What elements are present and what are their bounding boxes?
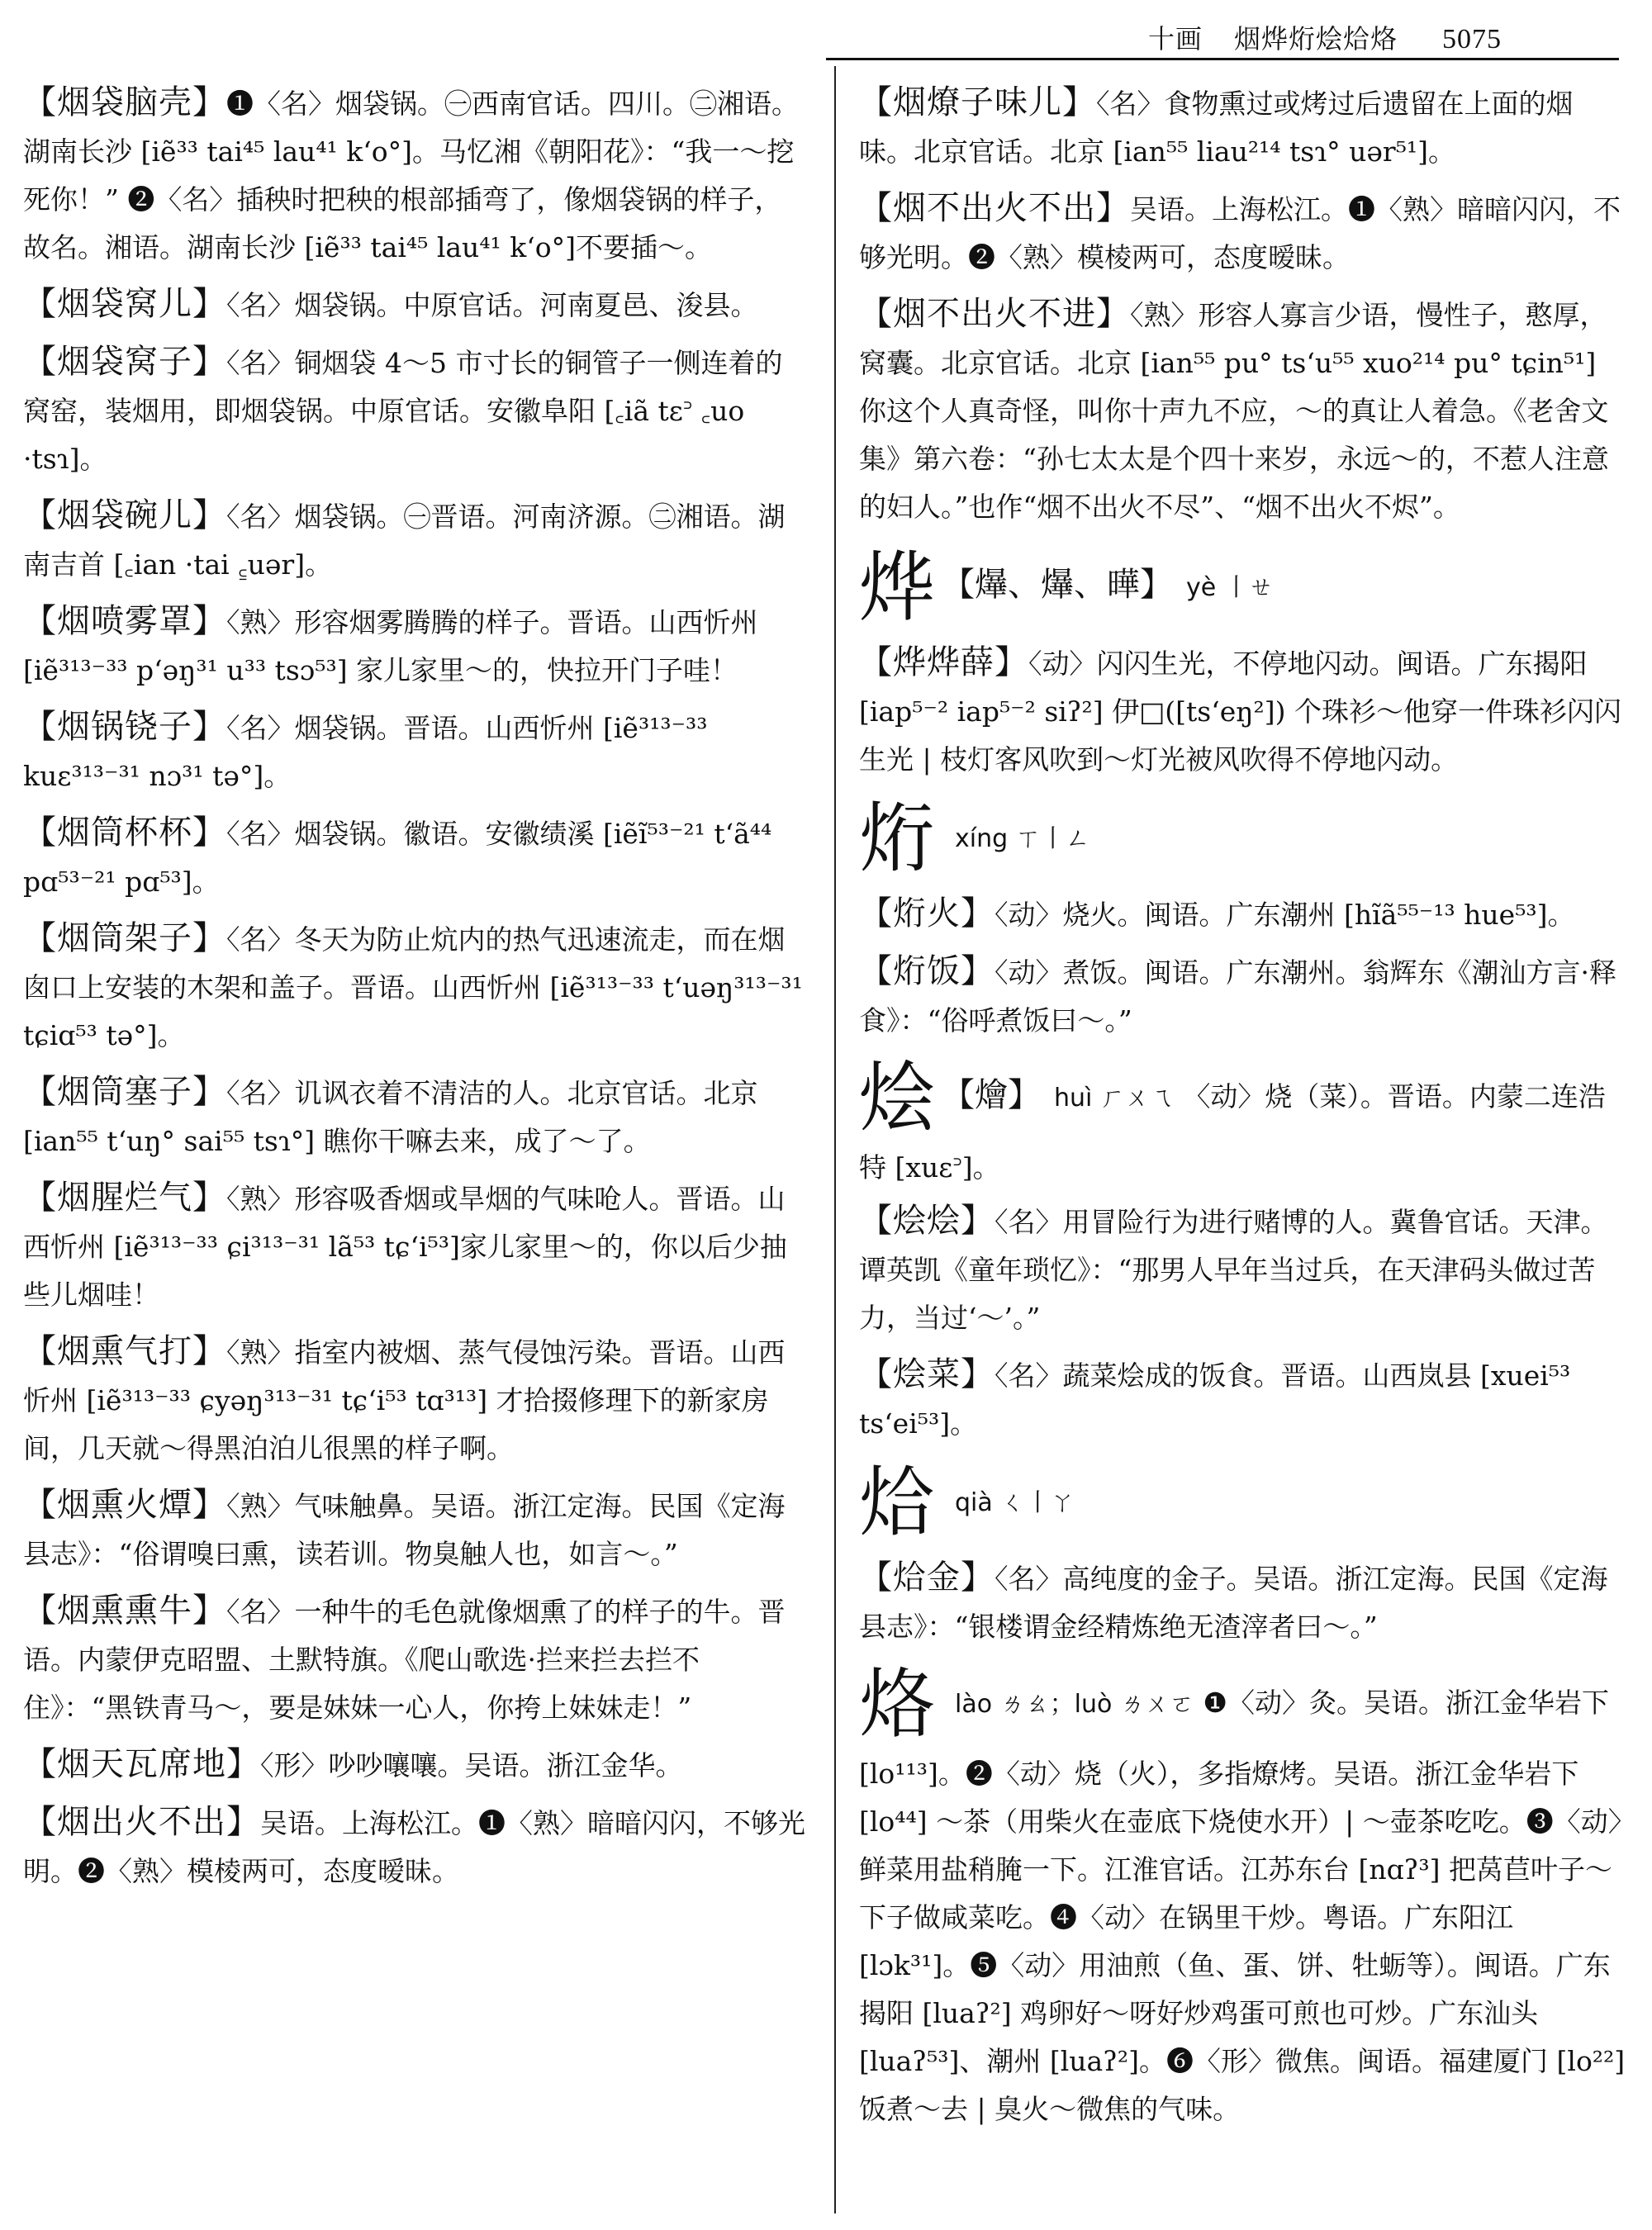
entry-headword: 【烟袋碗儿】 xyxy=(23,496,226,534)
entry-definition: 吴语。上海松江。❶〈熟〉暗暗闪闪，不够光明。❷〈熟〉模棱两可，态度暧昧。 xyxy=(23,1807,805,1887)
char-xing-heading xyxy=(859,792,1627,885)
dictionary-entry xyxy=(859,1554,1627,1651)
entry-headword: 【烚金】 xyxy=(859,1559,995,1597)
dictionary-entry xyxy=(859,1350,1627,1448)
pronunciation: qià ㄑ丨ㄚ xyxy=(955,1488,1075,1517)
entry-definition: 〈名〉铜烟袋 4～5 市寸长的铜管子一侧连着的窝窑，装烟用，即烟袋锅。中原官话。安徽阜阳 [꜀iã tɛ꜄ ꜀uo ·tsɿ]。 xyxy=(23,347,783,475)
dictionary-entry xyxy=(859,638,1627,784)
dictionary-entry xyxy=(859,890,1627,939)
entry-definition: 〈名〉讥讽衣着不清洁的人。北京官话。北京 [ian⁵⁵ t‘uŋ° sai⁵⁵ tsɿ°] 瞧你干嘛去来，成了～了。 xyxy=(23,1077,758,1157)
head-character: 烩 xyxy=(859,1054,936,1142)
char-qia-heading xyxy=(859,1456,1627,1549)
entry-definition: 〈熟〉形容人寡言少语，慢性子，憨厚，窝囊。北京官话。北京 [ian⁵⁵ pu° ts‘u⁵⁵ xuo²¹⁴ pu° tɕin⁵¹] 你这个人真奇怪，叫你十声九不应，～的真让人着急。《老舍文集》第六卷：“孙七太太是个四十来岁，永远～的，不惹人注意的妇人。”也作“烟不出火不尽”、“烟不出火不烬”。 xyxy=(859,299,1609,523)
entry-headword: 【烟筒杯杯】 xyxy=(23,814,226,852)
entry-headword: 【烟腥烂气】 xyxy=(23,1179,226,1217)
column-divider xyxy=(834,66,836,2213)
entry-headword: 【烟袋窝子】 xyxy=(23,343,226,381)
entry-headword: 【烟熏熏牛】 xyxy=(23,1592,226,1630)
entry-definition: 〈名〉高纯度的金子。吴语。浙江定海。民国《定海县志》：“银楼谓金经精炼绝无渣滓者曰～。” xyxy=(859,1563,1608,1643)
dictionary-entry xyxy=(23,280,808,330)
pronunciation: yè 丨ㄝ xyxy=(1186,573,1274,602)
head-character: 烚 xyxy=(859,1459,936,1547)
dictionary-entry xyxy=(859,290,1627,531)
head-character: 烙 xyxy=(859,1660,936,1748)
entry-definition: 〈熟〉形容吸香烟或旱烟的气味呛人。晋语。山西忻州 [iẽ³¹³⁻³³ ɕi³¹³⁻³¹ lã⁵³ tɕ‘i⁵³]家儿家里～的，你以后少抽些儿烟哇！ xyxy=(23,1183,787,1311)
entry-headword: 【烟袋窝儿】 xyxy=(23,285,226,323)
dictionary-entry xyxy=(859,184,1627,282)
entry-headword: 【烟筒架子】 xyxy=(23,919,226,957)
entry-definition: 〈熟〉形容烟雾腾腾的样子。晋语。山西忻州 [iẽ³¹³⁻³³ p‘əŋ³¹ u³³ tsɔ⁵³] 家儿家里～的，快拉开门子哇！ xyxy=(23,606,758,686)
entry-definition: 〈动〉烧火。闽语。广东潮州 [hĩã⁵⁵⁻¹³ hue⁵³]。 xyxy=(995,899,1575,931)
entry-definition: ❶〈名〉烟袋锅。㊀西南官话。四川。㊁湘语。湖南长沙 [iẽ³³ tai⁴⁵ lau⁴¹ k‘o°]。马忆湘《朝阳花》：“我一～挖死你！” ❷〈名〉插秧时把秧的根部插弯了，像烟袋锅的样子，故名。湘语。湖南长沙 [iẽ³³ tai⁴⁵ lau⁴¹ k‘o°]不要插～。 xyxy=(23,88,799,263)
entry-definition: 〈名〉烟袋锅。中原官话。河南夏邑、浚县。 xyxy=(226,289,758,321)
entry-headword: 【烆火】 xyxy=(859,894,995,932)
entry-definition: 〈名〉冬天为防止炕内的热气迅速流走，而在烟囱口上安装的木架和盖子。晋语。山西忻州 [iẽ³¹³⁻³³ t‘uəŋ³¹³⁻³¹ tɕiɑ⁵³ tə°]。 xyxy=(23,923,803,1051)
entry-definition: 〈熟〉气味触鼻。吴语。浙江定海。民国《定海县志》：“俗谓嗅曰熏，读若训。物臭触人也，如言～。” xyxy=(23,1490,786,1570)
page-number: 5075 xyxy=(1442,24,1502,55)
character-definition: ❶〈动〉灸。吴语。浙江金华岩下 [lo¹¹³]。❷〈动〉烧（火），多指燎烤。吴语。浙江金华岩下 [lo⁴⁴] ～茶（用柴火在壶底下烧使水开）| ～壶茶吃吃。❸〈动〉鲜菜用盐稍腌一下。江淮官话。江苏东台 [nɑʔ³] 把莴苣叶子～下子做咸菜吃。❹〈动〉在锅里干炒。粤语。广东阳江 [lɔk³¹]。❺〈动〉用油煎（鱼、蛋、饼、牡蛎等）。闽语。广东揭阳 [luaʔ²] 鸡卵好～呀好炒鸡蛋可煎也可炒。广东汕头 [luaʔ⁵³]、潮州 [luaʔ²]。❻〈形〉微焦。闽语。福建厦门 [lo²²] 饭煮～去 | 臭火～微焦的气味。 xyxy=(859,1687,1626,2125)
dictionary-entry xyxy=(23,809,808,906)
entry-definition: 〈名〉用冒险行为进行赌博的人。冀鲁官话。天津。谭英凯《童年琐忆》：“那男人早年当过兵，在天津码头做过苦力，当过‘～’。” xyxy=(859,1206,1608,1334)
entry-definition: 〈名〉烟袋锅。徽语。安徽绩溪 [iẽĩ⁵³⁻²¹ t‘ã⁴⁴ pɑ⁵³⁻²¹ pɑ⁵³]。 xyxy=(23,818,772,898)
char-ye-heading xyxy=(859,539,1627,633)
entry-definition: 〈名〉烟袋锅。晋语。山西忻州 [iẽ³¹³⁻³³ kuɛ³¹³⁻³¹ nɔ³¹ tə°]。 xyxy=(23,712,708,792)
entry-headword: 【烟袋脑壳】 xyxy=(23,83,226,121)
dictionary-entry xyxy=(23,78,808,272)
dictionary-entry xyxy=(23,703,808,800)
entry-definition: 〈动〉煮饭。闽语。广东潮州。翁辉东《潮汕方言·释食》：“俗呼煮饭曰～。” xyxy=(859,956,1616,1037)
head-character: 烨 xyxy=(859,543,936,632)
pronunciation: huì ㄏㄨㄟ xyxy=(1054,1084,1175,1113)
dictionary-entry xyxy=(23,338,808,483)
dictionary-entry xyxy=(23,597,808,695)
dictionary-entry xyxy=(23,1327,808,1473)
variant-forms: 【爗、爗、曄】 xyxy=(942,566,1174,604)
entry-headword: 【烟燎子味儿】 xyxy=(859,83,1096,121)
entry-headword: 【烟熏气打】 xyxy=(23,1332,226,1370)
entry-headword: 【烆饭】 xyxy=(859,952,995,990)
entry-definition: 吴语。上海松江。❶〈熟〉暗暗闪闪，不够光明。❷〈熟〉模棱两可，态度暧昧。 xyxy=(859,193,1621,273)
right-column xyxy=(859,78,1627,2138)
dictionary-entry xyxy=(859,947,1627,1045)
section-label: 十画 xyxy=(1148,23,1203,55)
dictionary-entry xyxy=(23,914,808,1060)
dictionary-entry xyxy=(23,491,808,589)
entry-headword: 【烟不出火不出】 xyxy=(859,189,1130,227)
entry-headword: 【烨烨薛】 xyxy=(859,643,1028,681)
pronunciation: xíng ㄒ丨ㄥ xyxy=(955,824,1090,853)
header-chars: 烟烨烆烩烚烙 xyxy=(1234,23,1398,55)
dictionary-entry xyxy=(23,1481,808,1578)
entry-headword: 【烟筒塞子】 xyxy=(23,1073,226,1111)
entry-headword: 【烟喷雾罩】 xyxy=(23,602,226,640)
dictionary-entry xyxy=(23,1798,808,1896)
header-rule xyxy=(826,58,1619,60)
dictionary-entry xyxy=(859,78,1627,176)
entry-headword: 【烩烩】 xyxy=(859,1202,995,1240)
entry-definition: 〈动〉闪闪生光，不停地闪动。闽语。广东揭阳 [iap⁵⁻² iap⁵⁻² siʔ²] 伊□([ts‘eŋ²]) 个珠衫～他穿一件珠衫闪闪生光 | 枝灯客风吹到～灯光被风吹得不停地闪动。 xyxy=(859,648,1621,776)
entry-headword: 【烩菜】 xyxy=(859,1355,995,1393)
dictionary-entry xyxy=(23,1174,808,1319)
dictionary-entry xyxy=(23,1068,808,1165)
entry-headword: 【烟出火不出】 xyxy=(23,1803,260,1841)
head-character: 烆 xyxy=(859,795,936,883)
page-header xyxy=(1148,18,1611,56)
dictionary-entry xyxy=(23,1587,808,1732)
entry-definition: 〈形〉吵吵嚷嚷。吴语。浙江金华。 xyxy=(260,1749,683,1782)
variant-forms: 【燴】 xyxy=(942,1076,1042,1114)
left-column xyxy=(23,78,808,1904)
entry-headword: 【烟锅铙子】 xyxy=(23,708,226,746)
entry-definition: 〈名〉食物熏过或烤过后遗留在上面的烟味。北京官话。北京 [ian⁵⁵ liau²¹⁴ tsɿ° uər⁵¹]。 xyxy=(859,88,1574,168)
entry-definition: 〈名〉一种牛的毛色就像烟熏了的样子的牛。晋语。内蒙伊克昭盟、土默特旗。《爬山歌选·拦来拦去拦不住》：“黑铁青马～，要是妹妹一心人，你挎上妹妹走！” xyxy=(23,1596,786,1724)
character-definition: 〈动〉烧（菜）。晋语。内蒙二连浩特 [xuɛ꜄]。 xyxy=(859,1080,1606,1184)
entry-definition: 〈名〉蔬菜烩成的饭食。晋语。山西岚县 [xuei⁵³ ts‘ei⁵³]。 xyxy=(859,1359,1571,1440)
char-lao-heading xyxy=(859,1659,1627,2133)
entry-headword: 【烟熏火燂】 xyxy=(23,1486,226,1524)
dictionary-entry xyxy=(23,1740,808,1790)
dictionary-entry xyxy=(859,1197,1627,1342)
entry-definition: 〈名〉烟袋锅。㊀晋语。河南济源。㊁湘语。湖南吉首 [꜀ian ·tai ꜁uər]。 xyxy=(23,501,786,581)
entry-headword: 【烟不出火不进】 xyxy=(859,295,1130,333)
entry-headword: 【烟天瓦席地】 xyxy=(23,1745,260,1783)
char-hui-heading xyxy=(859,1053,1627,1192)
entry-definition: 〈熟〉指室内被烟、蒸气侵蚀污染。晋语。山西忻州 [iẽ³¹³⁻³³ ɕyəŋ³¹³⁻³¹ tɕ‘i⁵³ tɑ³¹³] 才拾掇修理下的新家房间，几天就～得黑泊泊儿很黑的样子啊。 xyxy=(23,1336,786,1464)
pronunciation: lào ㄌㄠ；luò ㄌㄨㄛ xyxy=(955,1690,1194,1719)
